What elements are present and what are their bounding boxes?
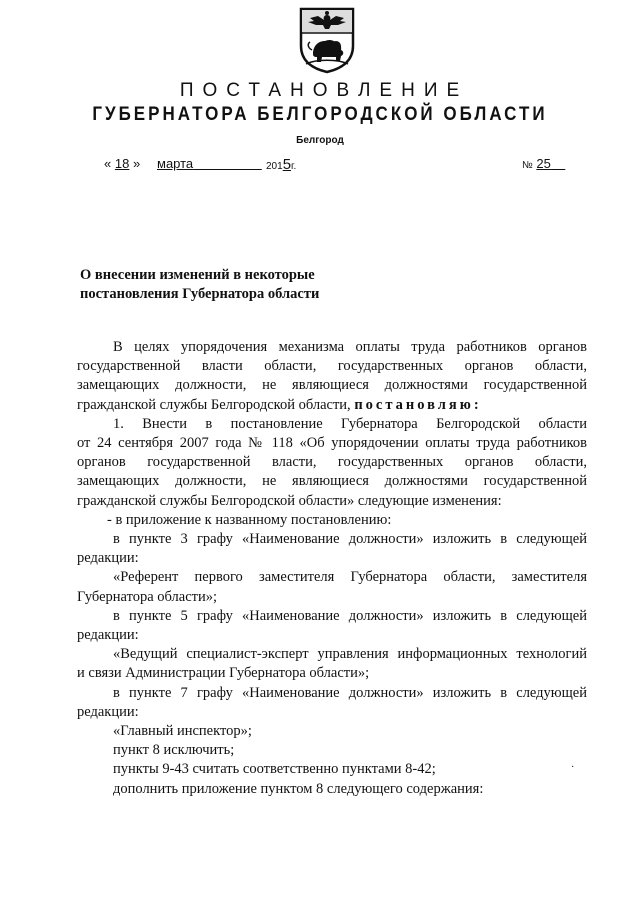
close-quote: » (132, 156, 141, 171)
open-quote: « (104, 156, 112, 171)
paragraph-line: редакции: (77, 703, 139, 720)
paragraph-line: пункты 9-43 считать соответственно пунктами 8-42; (113, 761, 436, 778)
paragraph-line: гражданской службы Белгородской области» следующие изменения: (77, 492, 502, 509)
number-label: № (522, 160, 533, 171)
paragraph-line: дополнить приложение пунктом 8 следующего содержания: (113, 780, 484, 797)
date-month: марта (157, 156, 194, 171)
document-number: 25 (536, 156, 551, 171)
paragraph-line: замещающих должности, не являющиеся должностями государственной (77, 377, 587, 394)
year-prefix: 201 (266, 161, 283, 172)
document-subject (80, 266, 380, 304)
paragraph-line: 1. Внести в постановление Губернатора Белгородской области (113, 415, 587, 432)
paragraph-line: замещающих должности, не являющиеся должностями государственной (77, 473, 587, 490)
paragraph-line: от 24 сентября 2007 года № 118 «Об упорядочении оплаты труда работников (77, 435, 587, 452)
issuer-title: ГУБЕРНАТОРА БЕЛГОРОДСКОЙ ОБЛАСТИ (92, 102, 548, 125)
paragraph-line: «Ведущий специалист-эксперт управления информационных технологий (113, 646, 587, 663)
paragraph-line: государственной власти области, государственных органов области, (77, 358, 587, 375)
paragraph-line: редакции: (77, 550, 139, 567)
paragraph-line: пункт 8 исключить; (113, 742, 235, 759)
paragraph-line: и связи Администрации Губернатора области»; (77, 665, 370, 682)
paragraph-line: органов государственной власти, государственных органов области, (77, 454, 587, 471)
date-month-group (157, 156, 262, 171)
subject-line: постановления Губернатора области (80, 286, 320, 302)
subject-line: О внесении изменений в некоторые (80, 267, 315, 283)
paragraph-line: в пункте 7 графу «Наименование должности» изложить в следующей (113, 684, 587, 701)
paragraph-line: - в приложение к названному постановлению: (107, 511, 392, 528)
belgorod-coat-of-arms-icon (298, 6, 356, 74)
decree-keyword: постановляю: (354, 396, 482, 413)
paragraph-line: «Референт первого заместителя Губернатора области, заместителя (113, 569, 587, 586)
paragraph-line: редакции: (77, 627, 139, 644)
scan-artifact: · (571, 762, 575, 773)
date-day: 18 (114, 156, 130, 171)
year-suffix: 5 (282, 156, 292, 173)
paragraph-line: гражданской службы Белгородской области, постановляю: (77, 396, 482, 413)
paragraph-line: в пункте 3 графу «Наименование должности» изложить в следующей (113, 531, 587, 548)
paragraph-line: В целях упорядочения механизма оплаты труда работников органов (113, 339, 587, 355)
document-body (77, 338, 587, 799)
paragraph-line: «Главный инспектор»; (113, 723, 252, 740)
paragraph-line: Губернатора области»; (77, 588, 218, 605)
paragraph-line: в пункте 5 графу «Наименование должности» изложить в следующей (113, 607, 587, 624)
date-day-group (104, 156, 140, 171)
date-year-group (266, 156, 296, 173)
city-label: Белгород (296, 135, 344, 146)
year-label: г. (291, 161, 297, 172)
document-number-group (522, 156, 565, 171)
document-title: ПОСТАНОВЛЕНИЕ (179, 80, 469, 101)
